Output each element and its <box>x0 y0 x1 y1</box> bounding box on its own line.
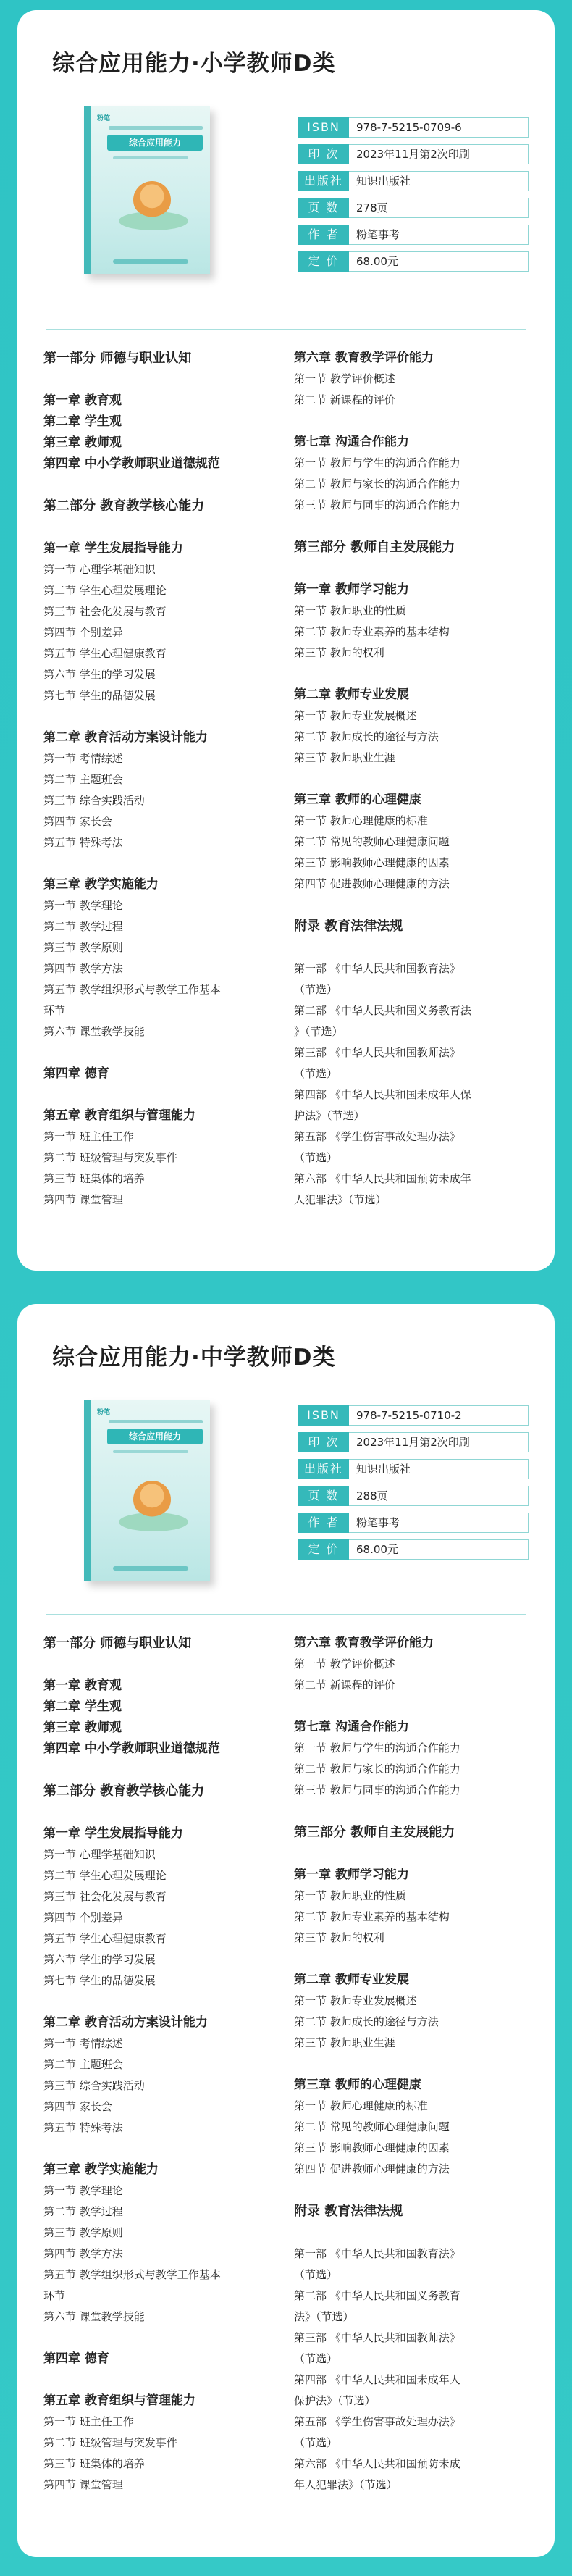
toc-section-entry: 第二节 新课程的评价 <box>294 1678 395 1691</box>
toc-section-entry: 第一节 教师职业的性质 <box>294 604 406 617</box>
toc-chapter-entry: 第三章 教师观 <box>43 1720 122 1735</box>
toc-section-entry: 第四节 课堂管理 <box>43 1193 123 1206</box>
toc-section-entry: 第一节 教师心理健康的标准 <box>294 814 428 827</box>
toc-chapter-entry: 第七章 沟通合作能力 <box>294 1720 409 1734</box>
toc-section-entry: 》（节选） <box>294 1025 343 1038</box>
toc-section-entry: 第二节 教师专业素养的基本结构 <box>294 625 450 638</box>
toc-section-entry: （节选） <box>294 2436 338 2449</box>
info-row-publisher <box>298 171 529 191</box>
toc-section-entry: 第五节 学生心理健康教育 <box>43 1932 167 1945</box>
info-label: 印 次 <box>298 1432 349 1452</box>
toc-spacer <box>294 1696 537 1717</box>
toc-spacer <box>294 2222 537 2243</box>
cover-title: 综合应用能力 <box>107 1429 203 1444</box>
toc-section-entry: 第三节 教师职业生涯 <box>294 2036 395 2049</box>
toc-section-entry: 第三节 教师与同事的沟通合作能力 <box>294 498 460 511</box>
toc-spacer <box>43 1991 287 2012</box>
cover-publisher-bar <box>113 1566 188 1571</box>
toc-section-entry: 人犯罪法》（节选） <box>294 1193 387 1206</box>
toc-section-entry: 环节 <box>43 2289 66 2302</box>
toc-section-entry: 第五节 特殊考法 <box>43 2121 123 2134</box>
toc-section-entry: 第三节 影响教师心理健康的因素 <box>294 856 450 869</box>
toc-section-entry: 第六部 《中华人民共和国预防未成年 <box>294 1172 471 1185</box>
toc-section-entry: 第三节 教师的权利 <box>294 1931 384 1944</box>
info-label: 页 数 <box>298 198 349 218</box>
toc-spacer <box>294 559 537 580</box>
toc-part-entry: 第一部分 师德与职业认知 <box>43 351 192 366</box>
info-label: 作 者 <box>298 1513 349 1533</box>
book-cover-image <box>84 1400 210 1581</box>
toc-section-entry: 环节 <box>43 1004 66 1017</box>
toc-section-entry: （节选） <box>294 2268 338 2281</box>
toc-chapter-entry: 第七章 沟通合作能力 <box>294 435 409 449</box>
info-row-author <box>298 225 529 245</box>
toc-spacer <box>294 769 537 790</box>
toc-section-entry: 第三节 影响教师心理健康的因素 <box>294 2141 450 2154</box>
toc-section-entry: 第一节 班主任工作 <box>43 2415 134 2428</box>
toc-section-entry: 第四部 《中华人民共和国未成年人 <box>294 2373 460 2386</box>
toc-spacer <box>294 2054 537 2075</box>
toc-section-entry: 法》（节选） <box>294 2310 354 2323</box>
toc-part-entry: 第二部分 教育教学核心能力 <box>43 1783 205 1799</box>
toc-section-entry: 第三节 教师职业生涯 <box>294 751 395 764</box>
toc-spacer <box>43 1802 287 1823</box>
toc-section-entry: 第三节 社会化发展与教育 <box>43 1890 167 1903</box>
toc-section-entry: （节选） <box>294 1067 338 1080</box>
info-row-printing <box>298 1432 529 1452</box>
info-value: 知识出版社 <box>349 171 529 191</box>
toc-spacer <box>43 1760 287 1781</box>
toc-section-entry: 第一节 教师心理健康的标准 <box>294 2099 428 2112</box>
toc-section-entry: 第五节 教学组织形式与教学工作基本 <box>43 2268 221 2281</box>
book-info-table <box>298 117 529 278</box>
toc-spacer <box>294 1844 537 1865</box>
info-value: 知识出版社 <box>349 1459 529 1479</box>
book-title: 综合应用能力·小学教师D类 <box>52 51 336 77</box>
toc-section-entry: 第三节 社会化发展与教育 <box>43 605 167 618</box>
toc-section-entry: 第三节 班集体的培养 <box>43 2457 145 2470</box>
toc-section-entry: 护法》（节选） <box>294 1109 365 1122</box>
toc-section-entry: 第四节 家长会 <box>43 815 112 828</box>
toc-spacer <box>43 2138 287 2159</box>
toc-section-entry: 第一节 教师专业发展概述 <box>294 1994 417 2007</box>
toc-part-entry: 第一部分 师德与职业认知 <box>43 1636 192 1651</box>
info-row-pages <box>298 198 529 218</box>
toc-section-entry: 第二节 常见的教师心理健康问题 <box>294 2120 450 2133</box>
info-row-isbn <box>298 1405 529 1426</box>
toc-chapter-entry: 第一章 教师学习能力 <box>294 1868 409 1882</box>
toc-left-column <box>43 348 287 1210</box>
toc-right-column <box>294 1633 537 2496</box>
toc-section-entry: 第三节 综合实践活动 <box>43 794 145 807</box>
toc-section-entry: 第六部 《中华人民共和国预防未成 <box>294 2457 460 2470</box>
toc-section-entry: 第二节 教师专业素养的基本结构 <box>294 1910 450 1923</box>
toc-section-entry: 第三部 《中华人民共和国教师法》 <box>294 2331 460 2344</box>
toc-section-entry: 年人犯罪法》（节选） <box>294 2478 398 2491</box>
toc-section-entry: 第四节 个别差异 <box>43 626 123 639</box>
toc-spacer <box>294 1949 537 1970</box>
toc-chapter-entry: 第四章 德育 <box>43 1066 109 1081</box>
info-label: ISBN <box>298 1405 349 1426</box>
toc-part-entry: 第三部分 教师自主发展能力 <box>294 1825 455 1840</box>
toc-section-entry: 第三节 班集体的培养 <box>43 1172 145 1185</box>
toc-section-entry: 第二节 教师成长的途径与方法 <box>294 730 439 743</box>
toc-section-entry: 保护法》（节选） <box>294 2394 376 2407</box>
toc-chapter-entry: 第六章 教育教学评价能力 <box>294 1636 434 1650</box>
info-row-pages <box>298 1486 529 1506</box>
toc-chapter-entry: 第二章 教师专业发展 <box>294 1973 409 1987</box>
toc-spacer <box>43 706 287 727</box>
toc-section-entry: 第一节 教学评价概述 <box>294 372 395 385</box>
toc-chapter-entry: 第五章 教育组织与管理能力 <box>43 2393 195 2408</box>
toc-section-entry: 第四节 课堂管理 <box>43 2478 123 2491</box>
cover-title: 综合应用能力 <box>107 135 203 151</box>
toc-right-column <box>294 348 537 1210</box>
toc-section-entry: 第六节 课堂教学技能 <box>43 2310 145 2323</box>
toc-section-entry: 第一节 教师与学生的沟通合作能力 <box>294 1741 460 1755</box>
book-cover-image <box>84 106 210 274</box>
section-divider <box>46 329 526 330</box>
info-label: 定 价 <box>298 251 349 272</box>
toc-section-entry: 第二节 教师与家长的沟通合作能力 <box>294 1762 460 1776</box>
toc-section-entry: 第一节 教师专业发展概述 <box>294 709 417 722</box>
toc-section-entry: 第一节 教学理论 <box>43 899 123 912</box>
info-value: 978-7-5215-0710-2 <box>349 1405 529 1426</box>
info-value: 288页 <box>349 1486 529 1506</box>
toc-chapter-entry: 第一章 学生发展指导能力 <box>43 1826 183 1841</box>
cover-subtitle-bar <box>109 126 203 130</box>
info-value: 68.00元 <box>349 1539 529 1560</box>
toc-section-entry: 第三节 综合实践活动 <box>43 2079 145 2092</box>
section-divider <box>46 1614 526 1615</box>
info-label: ISBN <box>298 117 349 138</box>
toc-section-entry: 第四节 教学方法 <box>43 2247 123 2260</box>
toc-section-entry: 第二节 教学过程 <box>43 2205 123 2218</box>
toc-chapter-entry: 第六章 教育教学评价能力 <box>294 351 434 365</box>
info-row-author <box>298 1513 529 1533</box>
info-row-price <box>298 1539 529 1560</box>
toc-section-entry: 第三节 教学原则 <box>43 941 123 954</box>
info-label: 出版社 <box>298 1459 349 1479</box>
info-label: 作 者 <box>298 225 349 245</box>
toc-left-column <box>43 1633 287 2496</box>
toc-section-entry: 第三节 教师的权利 <box>294 646 384 659</box>
toc-chapter-entry: 第一章 学生发展指导能力 <box>43 541 183 556</box>
toc-spacer <box>43 369 287 390</box>
toc-section-entry: 第四节 教学方法 <box>43 962 123 975</box>
toc-spacer <box>43 2370 287 2391</box>
toc-part-entry: 附录 教育法律法规 <box>294 2204 403 2219</box>
toc-section-entry: 第六节 学生的学习发展 <box>43 1953 156 1966</box>
book-card-primary <box>17 10 555 1271</box>
toc-section-entry: 第一节 考情综述 <box>43 2037 123 2050</box>
toc-section-entry: 第二部 《中华人民共和国义务教育法 <box>294 1004 471 1017</box>
toc-section-entry: 第二节 学生心理发展理论 <box>43 1869 167 1882</box>
toc-spacer <box>43 1655 287 1676</box>
toc-section-entry: 第二节 教学过程 <box>43 920 123 933</box>
info-label: 页 数 <box>298 1486 349 1506</box>
info-row-isbn <box>298 117 529 138</box>
toc-section-entry: （节选） <box>294 983 338 996</box>
toc-spacer <box>43 2328 287 2349</box>
info-value: 粉笔事考 <box>349 1513 529 1533</box>
cover-brand: 粉笔 <box>97 115 111 122</box>
book-card-secondary <box>17 1304 555 2557</box>
toc-chapter-entry: 第三章 教师的心理健康 <box>294 793 421 807</box>
info-row-printing <box>298 144 529 164</box>
toc-section-entry: 第一节 教学评价概述 <box>294 1657 395 1670</box>
toc-section-entry: 第二节 主题班会 <box>43 2058 123 2071</box>
info-label: 出版社 <box>298 171 349 191</box>
toc-chapter-entry: 第二章 教师专业发展 <box>294 687 409 702</box>
toc-part-entry: 附录 教育法律法规 <box>294 919 403 934</box>
info-value: 68.00元 <box>349 251 529 272</box>
toc-chapter-entry: 第一章 教育观 <box>43 1678 122 1693</box>
toc-spacer <box>43 1042 287 1063</box>
toc-section-entry: 第二节 新课程的评价 <box>294 393 395 406</box>
toc-chapter-entry: 第四章 中小学教师职业道德规范 <box>43 1741 220 1756</box>
toc-section-entry: 第二部 《中华人民共和国义务教育 <box>294 2289 460 2302</box>
toc-section-entry: 第二节 教师与家长的沟通合作能力 <box>294 477 460 490</box>
toc-spacer <box>294 1801 537 1822</box>
toc-section-entry: 第二节 班级管理与突发事件 <box>43 1151 177 1164</box>
toc-section-entry: 第一部 《中华人民共和国教育法》 <box>294 2247 460 2260</box>
toc-chapter-entry: 第三章 教师观 <box>43 435 122 450</box>
toc-spacer <box>43 474 287 495</box>
cover-brand: 粉笔 <box>97 1409 111 1416</box>
toc-section-entry: 第四节 家长会 <box>43 2100 112 2113</box>
toc-chapter-entry: 第四章 德育 <box>43 2351 109 2366</box>
toc-section-entry: 第四节 促进教师心理健康的方法 <box>294 2162 450 2175</box>
toc-section-entry: 第四节 促进教师心理健康的方法 <box>294 877 450 890</box>
toc-chapter-entry: 第三章 教学实施能力 <box>43 2162 159 2177</box>
book-info-table <box>298 1405 529 1566</box>
info-label: 印 次 <box>298 144 349 164</box>
toc-spacer <box>43 517 287 538</box>
toc-chapter-entry: 第四章 中小学教师职业道德规范 <box>43 456 220 471</box>
info-value: 978-7-5215-0709-6 <box>349 117 529 138</box>
toc-section-entry: 第三部 《中华人民共和国教师法》 <box>294 1046 460 1059</box>
toc-chapter-entry: 第二章 学生观 <box>43 1699 122 1714</box>
toc-section-entry: 第六节 课堂教学技能 <box>43 1025 145 1038</box>
toc-spacer <box>43 853 287 874</box>
toc-section-entry: 第四节 个别差异 <box>43 1911 123 1924</box>
toc-spacer <box>294 895 537 916</box>
info-row-price <box>298 251 529 272</box>
toc-section-entry: 第五节 学生心理健康教育 <box>43 647 167 660</box>
toc-chapter-entry: 第三章 教学实施能力 <box>43 877 159 892</box>
toc-section-entry: 第一节 教学理论 <box>43 2184 123 2197</box>
toc-spacer <box>294 937 537 958</box>
info-row-publisher <box>298 1459 529 1479</box>
toc-section-entry: 第五部 《学生伤害事故处理办法》 <box>294 2415 460 2428</box>
toc-section-entry: 第二节 常见的教师心理健康问题 <box>294 835 450 848</box>
toc-chapter-entry: 第一章 教师学习能力 <box>294 582 409 597</box>
info-value: 2023年11月第2次印刷 <box>349 144 529 164</box>
toc-chapter-entry: 第二章 学生观 <box>43 414 122 429</box>
toc-section-entry: 第二节 班级管理与突发事件 <box>43 2436 177 2449</box>
toc-section-entry: 第一节 心理学基础知识 <box>43 1848 156 1861</box>
toc-section-entry: 第五部 《学生伤害事故处理办法》 <box>294 1130 460 1143</box>
fox-mascot-icon <box>133 1481 171 1518</box>
book-title: 综合应用能力·中学教师D类 <box>52 1345 336 1371</box>
toc-section-entry: （节选） <box>294 1151 338 1164</box>
info-label: 定 价 <box>298 1539 349 1560</box>
toc-section-entry: 第三节 教师与同事的沟通合作能力 <box>294 1783 460 1797</box>
toc-chapter-entry: 第二章 教育活动方案设计能力 <box>43 2015 208 2030</box>
toc-spacer <box>43 1084 287 1105</box>
toc-section-entry: 第二节 主题班会 <box>43 773 123 786</box>
toc-section-entry: 第一节 教师职业的性质 <box>294 1889 406 1902</box>
cover-subtitle-bar <box>109 1420 203 1423</box>
info-value: 278页 <box>349 198 529 218</box>
cover-line <box>113 156 188 159</box>
cover-publisher-bar <box>113 259 188 264</box>
toc-chapter-entry: 第三章 教师的心理健康 <box>294 2078 421 2092</box>
toc-section-entry: 第五节 教学组织形式与教学工作基本 <box>43 983 221 996</box>
info-value: 2023年11月第2次印刷 <box>349 1432 529 1452</box>
toc-spacer <box>294 516 537 537</box>
fox-mascot-icon <box>133 181 171 219</box>
cover-line <box>113 1450 188 1453</box>
toc-section-entry: 第一节 班主任工作 <box>43 1130 134 1143</box>
toc-section-entry: 第四部 《中华人民共和国未成年人保 <box>294 1088 471 1101</box>
toc-chapter-entry: 第五章 教育组织与管理能力 <box>43 1108 195 1123</box>
toc-section-entry: 第二节 教师成长的途径与方法 <box>294 2015 439 2028</box>
toc-section-entry: 第六节 学生的学习发展 <box>43 668 156 681</box>
toc-section-entry: 第一节 考情综述 <box>43 752 123 765</box>
toc-part-entry: 第三部分 教师自主发展能力 <box>294 540 455 555</box>
toc-section-entry: （节选） <box>294 2352 338 2365</box>
toc-spacer <box>294 2180 537 2201</box>
toc-section-entry: 第三节 教学原则 <box>43 2226 123 2239</box>
toc-section-entry: 第一部 《中华人民共和国教育法》 <box>294 962 460 975</box>
toc-spacer <box>294 411 537 432</box>
toc-chapter-entry: 第二章 教育活动方案设计能力 <box>43 730 208 745</box>
toc-section-entry: 第七节 学生的品德发展 <box>43 1974 156 1987</box>
info-value: 粉笔事考 <box>349 225 529 245</box>
toc-section-entry: 第二节 学生心理发展理论 <box>43 584 167 597</box>
toc-spacer <box>294 664 537 685</box>
toc-section-entry: 第七节 学生的品德发展 <box>43 689 156 702</box>
toc-section-entry: 第一节 心理学基础知识 <box>43 563 156 576</box>
toc-part-entry: 第二部分 教育教学核心能力 <box>43 498 205 514</box>
toc-section-entry: 第五节 特殊考法 <box>43 836 123 849</box>
toc-chapter-entry: 第一章 教育观 <box>43 393 122 408</box>
toc-section-entry: 第一节 教师与学生的沟通合作能力 <box>294 456 460 469</box>
